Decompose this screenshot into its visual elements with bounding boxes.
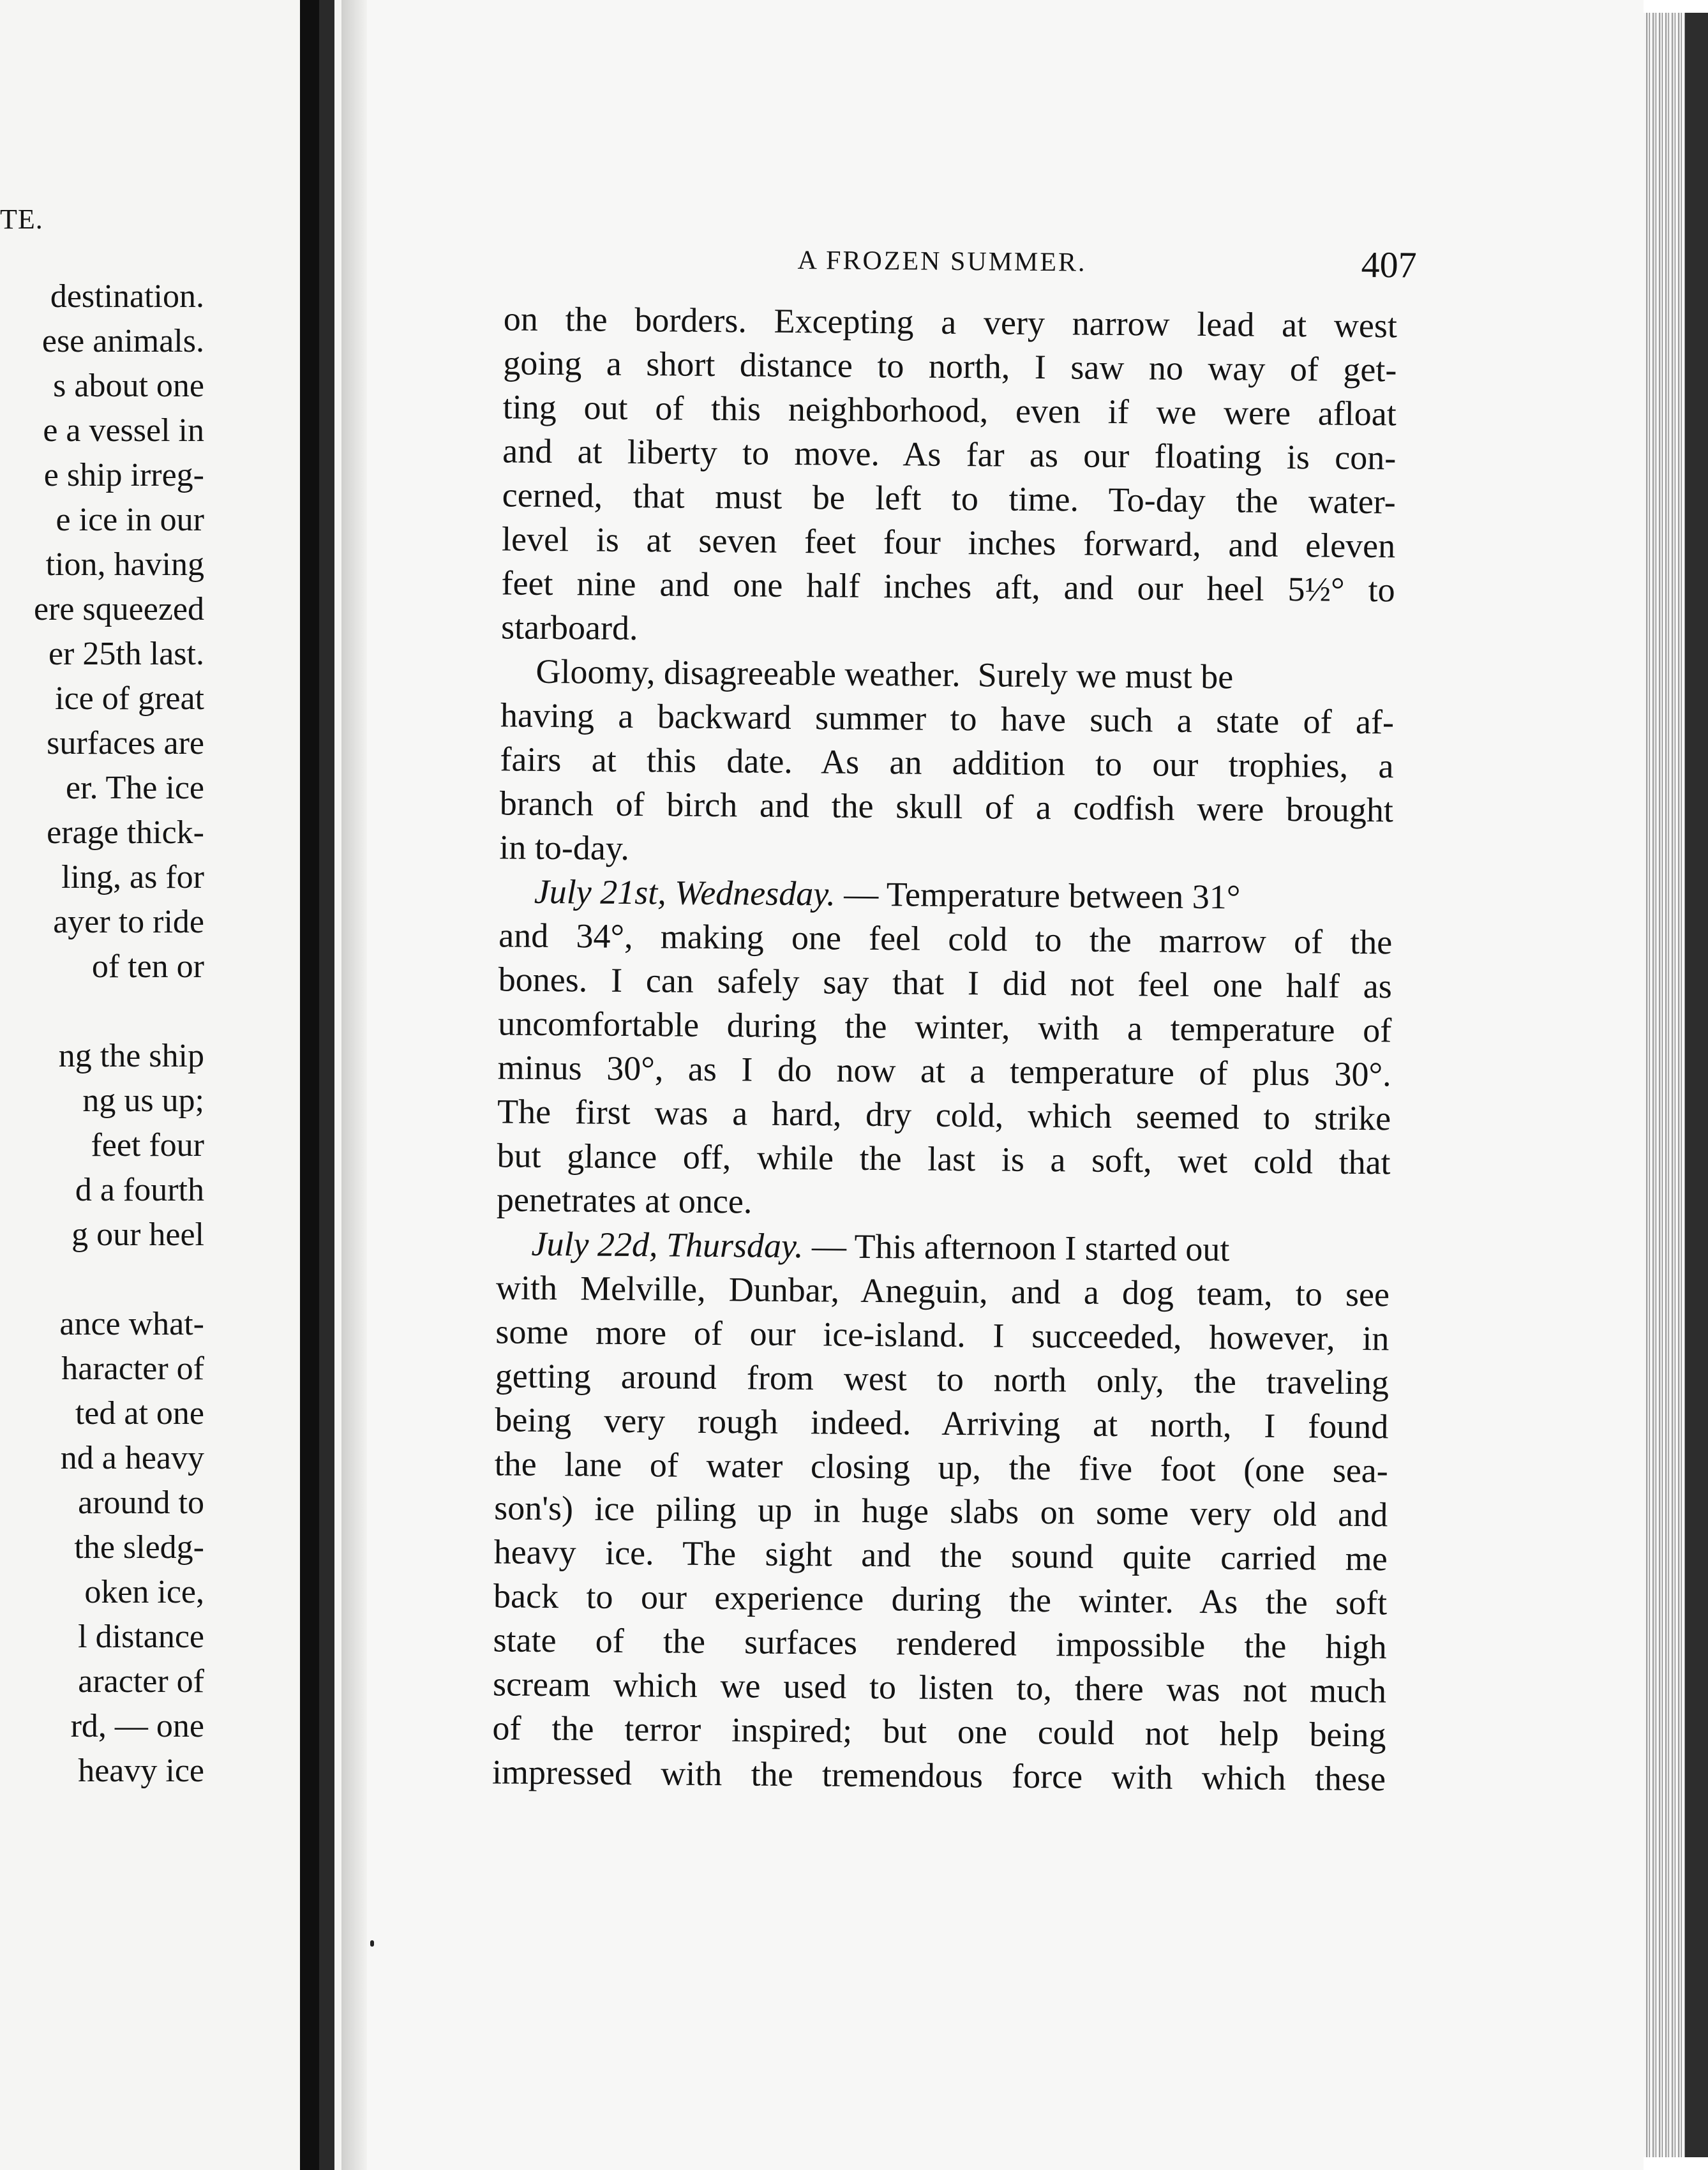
date-heading: July 21st, Wednesday. [534,872,836,913]
previous-page-line: ayer to ride [53,904,204,940]
text-line-content: — This afternoon I started out [803,1227,1230,1269]
text-line-content: heavy ice. The sight and the sound quite carried me [493,1532,1388,1578]
text-line [497,1089,1391,1141]
text-line [498,1001,1391,1052]
text-line-content: branch of birch and the skull of a codfish were brought [499,784,1394,830]
text-line [497,1178,1390,1229]
previous-page-line: g our heel [71,1216,204,1253]
date-heading: July 22d, Thursday. [531,1224,804,1266]
previous-page-line: er 25th last. [48,636,204,672]
previous-page-line: rd, — one [70,1708,204,1744]
text-line [502,517,1395,568]
text-line [503,385,1397,436]
text-line-content: back to our experience during the winter. As the soft [493,1576,1388,1622]
text-line-content: — Temperature between 31° [835,874,1241,917]
running-head [472,230,1417,288]
spine-shadow-inner [319,0,334,2170]
text-line-content: cerned, that must be left to time. To-day the water- [502,475,1396,521]
text-line [500,737,1393,788]
text-line [493,1574,1387,1625]
previous-page-fragment [0,0,300,2170]
previous-page-line: aracter of [78,1663,204,1700]
text-line [500,693,1394,744]
text-line [494,1486,1388,1537]
previous-page-line: ere squeezed [33,591,204,627]
text-line-content: bones. I can safely say that I did not feel one half as [498,960,1392,1006]
text-line-content: going a short distance to north, I saw no way of get- [503,343,1397,389]
previous-page-line: s about one [53,368,204,404]
text-line [497,1134,1390,1185]
previous-page-line: ted at one [75,1395,204,1432]
text-line-content: uncomfortable during the winter, with a temperature of [498,1004,1392,1050]
text-line-content: being very rough indeed. Arriving at north, I found [495,1400,1389,1446]
spine-shadow [300,0,319,2170]
print-speck [370,1940,374,1947]
text-line [495,1398,1388,1449]
text-line-content: having a backward summer to have such a state of af- [500,696,1395,742]
text-line-content: but glance off, while the last is a soft, wet cold that [497,1136,1391,1182]
text-line [497,1045,1391,1096]
text-line-content: and at liberty to move. As far as our floating is con- [502,431,1397,477]
text-line [500,649,1394,700]
text-line [495,1310,1389,1361]
text-line-content: getting around from west to north only, the traveling [495,1356,1390,1402]
previous-page-line: e ice in our [56,502,204,538]
previous-page-line: nd a heavy [60,1440,204,1476]
text-line-content: some more of our ice-island. I succeeded, however, in [495,1312,1390,1358]
gutter-shadow [341,0,367,2170]
previous-page-line: of ten or [91,948,204,985]
previous-page-line: ese animals. [41,323,204,359]
text-line-content: penetrates at once. [496,1180,753,1221]
previous-page-lines [0,274,300,1793]
text-line-content: starboard. [500,608,638,648]
previous-page-line: the sledg- [74,1529,204,1566]
text-line [495,1442,1388,1493]
text-line [495,1354,1389,1405]
previous-page-line: around to [78,1485,204,1521]
text-line-content: and 34°, making one feel cold to the marrow of the [498,916,1393,962]
previous-page-line [0,1257,300,1302]
text-line [502,473,1395,524]
text-line-content: scream which we used to listen to, there was not much [492,1665,1387,1710]
text-line-content: impressed with the tremendous force with which these [491,1753,1386,1799]
text-line [498,957,1392,1008]
previous-page-line: d a fourth [75,1172,204,1208]
text-line [500,781,1393,832]
previous-page-line: erage thick- [47,814,204,851]
previous-page-line: l distance [78,1619,204,1655]
text-line [492,1750,1386,1801]
previous-page-line: ice of great [55,680,204,717]
text-line-content: feet nine and one half inches aft, and our heel 5½° to [501,564,1395,610]
previous-page-line: destination. [50,278,204,315]
text-line [493,1618,1386,1669]
text-line-content: Gloomy, disagreeable weather. Surely we must be [536,652,1234,696]
text-line-content: of the terror inspired; but one could not help being [492,1709,1386,1755]
previous-page-line: tion, having [45,546,204,583]
text-line [501,561,1395,612]
previous-page-line: e a vessel in [43,412,204,449]
text-line-content: on the borders. Excepting a very narrow lead at west [503,299,1398,345]
previous-page-line: feet four [91,1127,204,1164]
previous-page-line: surfaces are [47,725,204,761]
text-line [498,913,1392,964]
previous-page-line: haracter of [61,1351,204,1387]
text-line-content: minus 30°, as I do now at a temperature of plus 30°. [497,1048,1391,1094]
previous-page-line: ling, as for [61,859,204,895]
text-line [496,1266,1390,1317]
text-line-content: fairs at this date. As an addition to our trophies, a [500,740,1394,786]
text-line [499,869,1393,920]
text-line [492,1706,1386,1757]
text-line-content: state of the surfaces rendered impossible the high [493,1620,1387,1666]
text-line-content: in to-day. [499,828,630,867]
text-line [493,1662,1386,1713]
previous-page-line [0,989,300,1034]
body-text [492,297,1397,1801]
running-title: A FROZEN SUMMER. [797,246,1087,278]
text-line [496,1222,1390,1273]
text-line-content: the lane of water closing up, the five foot (one sea- [494,1444,1389,1490]
previous-page-line: oken ice, [84,1574,204,1610]
text-line-content: level is at seven feet four inches forward, and eleven [501,520,1396,565]
text-line-content: The first was a hard, dry cold, which seemed to strike [497,1092,1391,1138]
page-edges-dark [1685,13,1708,2157]
text-line-content: ting out of this neighborhood, even if we were afloat [502,387,1397,433]
previous-page-line: ng us up; [82,1082,204,1119]
text-line [501,605,1395,656]
text-line [493,1530,1387,1581]
previous-page-line: heavy ice [78,1753,204,1789]
text-line-content: son's) ice piling up in huge slabs on some very old and [494,1488,1388,1534]
text-line [499,825,1393,876]
text-line-content: with Melville, Dunbar, Aneguin, and a dog team, to see [495,1268,1390,1314]
page-number: 407 [1361,243,1417,286]
previous-page-line: ance what- [59,1306,204,1342]
text-line [503,341,1397,392]
previous-page-line: e ship irreg- [43,457,204,493]
previous-page-header: TE. [0,204,43,235]
previous-page-line: er. The ice [65,770,204,806]
text-line [502,429,1396,480]
previous-page-line: ng the ship [58,1038,204,1074]
text-line [504,297,1397,348]
